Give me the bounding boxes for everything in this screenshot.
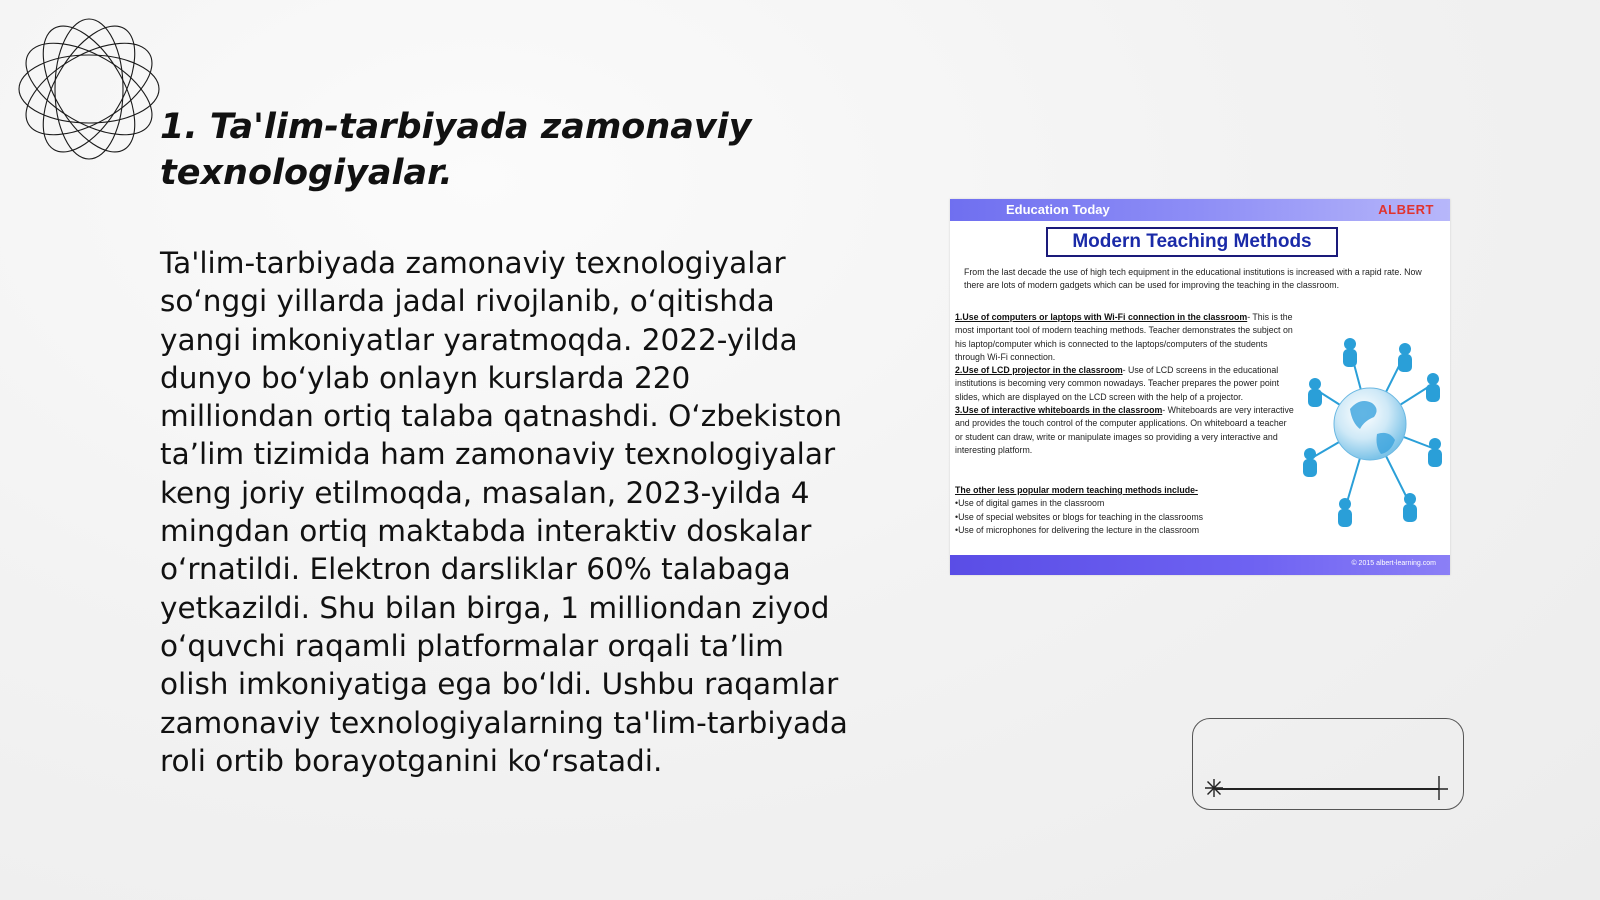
image-method-item bbox=[955, 404, 1295, 457]
image-brand-logo: ALBERT bbox=[1378, 202, 1434, 217]
network-globe-icon bbox=[1295, 329, 1445, 529]
list-item: •Use of special websites or blogs for teaching in the classrooms bbox=[955, 511, 1204, 522]
image-method-text: - Use of LCD screens in the educational institutions is becoming very common nowadays. Teacher prepares the power point slides, which are displayed on the LCD screen with the help of a projector. bbox=[955, 365, 1280, 402]
image-method-item bbox=[955, 311, 1295, 364]
image-method-text: - This is the most important tool of modern teaching methods. Teacher demonstrates the subject on his laptop/computer which is connected to the laptops/computers of the students through Wi-Fi connection. bbox=[955, 312, 1293, 362]
image-less-popular-list bbox=[955, 484, 1295, 537]
decorative-line bbox=[1215, 788, 1439, 790]
image-top-bar bbox=[950, 199, 1450, 221]
image-top-title: Education Today bbox=[1006, 202, 1110, 217]
image-footer-text: © 2015 albert-learning.com bbox=[1351, 560, 1436, 567]
slide-body-text: Ta'lim-tarbiyada zamonaviy texnologiyalar so‘nggi yillarda jadal rivojlanib, o‘qitishda yangi imkoniyatlar yaratmoqda. 2022-yilda dunyo bo‘ylab onlayn kurslarda 220 milliondan ortiq talaba qatnashdi. O‘zbekiston ta’lim tizimida ham zamonaviy texnologiyalar keng joriy etilmoqda, masalan, 2023-yilda 4 mingdan ortiq maktabda interaktiv doskalar o‘rnatildi. Elektron darsliklar 60% talabaga yetkazildi. Shu bilan birga, 1 milliondan ziyod o‘quvchi raqamli platformalar orqali ta’lim olish imkoniyatiga ega bo‘ldi. Ushbu raqamlar zamonaviy texnologiyalarning ta'lim-tarbiyada roli ortib borayotganini ko‘rsatadi. bbox=[160, 246, 848, 778]
list-item: •Use of microphones for delivering the lecture in the classroom bbox=[955, 524, 1200, 535]
image-method-list bbox=[955, 311, 1295, 457]
cross-icon bbox=[1427, 775, 1451, 801]
ornament-icon bbox=[8, 8, 170, 170]
image-bottom-bar bbox=[950, 555, 1450, 575]
teaching-methods-image bbox=[950, 199, 1450, 575]
image-intro-text: From the last decade the use of high tech equipment in the educational institutions is increased with a rapid rate. Now there are lots of modern gadgets which can be used for improving the teaching in the classroom. bbox=[964, 267, 1422, 290]
image-less-popular-heading: The other less popular modern teaching methods include- bbox=[955, 485, 1198, 495]
slide-title: 1. Ta'lim-tarbiyada zamonaviy texnologiyalar. bbox=[160, 107, 752, 193]
list-item: •Use of digital games in the classroom bbox=[955, 498, 1105, 509]
image-heading: Modern Teaching Methods bbox=[1046, 227, 1338, 257]
image-method-heading: 3.Use of interactive whiteboards in the classroom bbox=[955, 405, 1163, 416]
image-method-item bbox=[955, 364, 1295, 404]
image-method-heading: 2.Use of LCD projector in the classroom bbox=[955, 365, 1123, 376]
image-method-heading: 1.Use of computers or laptops with Wi-Fi connection in the classroom bbox=[955, 312, 1248, 322]
decorative-box bbox=[1192, 718, 1464, 810]
image-method-text: - Whiteboards are very interactive and provides the touch control of the computer applications. On whiteboard a teacher or student can draw, write or manipulate images so providing a very interactive and interesting platform. bbox=[955, 405, 1294, 455]
